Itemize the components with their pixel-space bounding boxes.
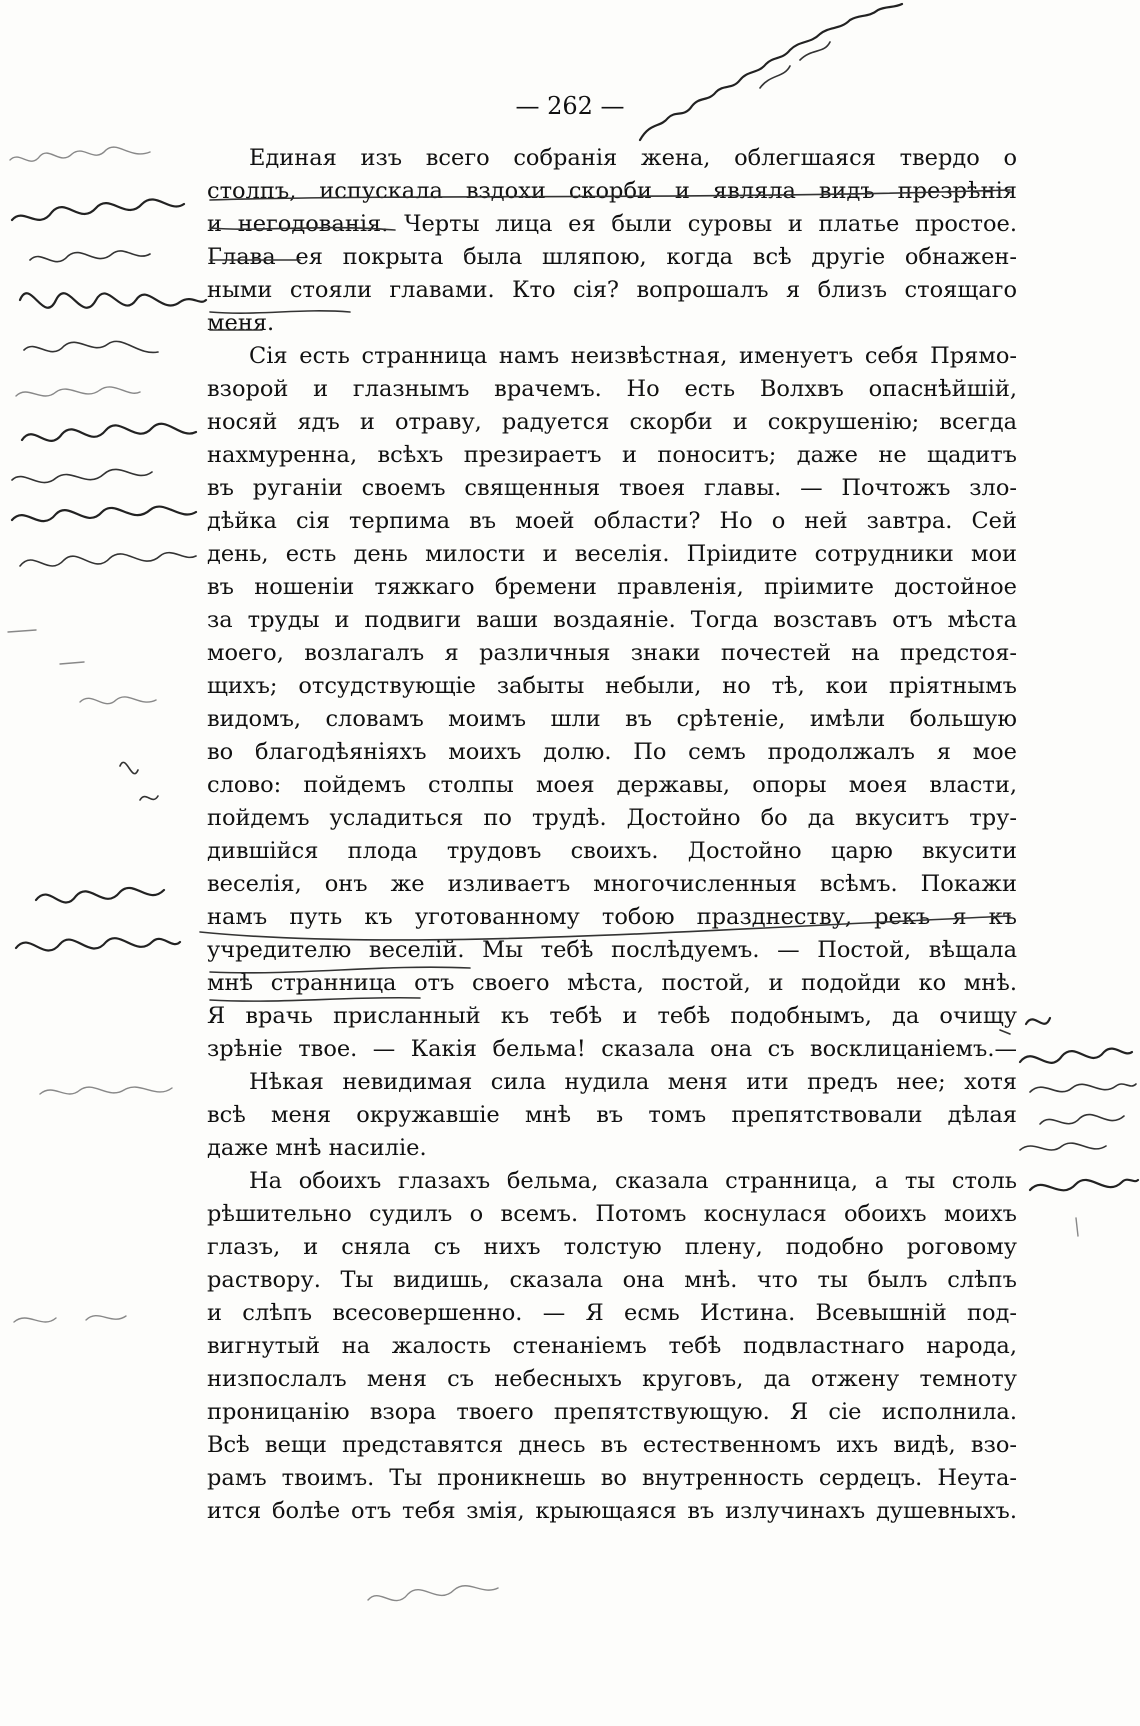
page-number: — 262 — [515, 92, 625, 120]
text-line: раствору. Ты видишь, сказала она мнѣ. что ты былъ слѣпъ [207, 1267, 1017, 1293]
text-line: ными стояли главами. Кто сія? вопрошалъ я близъ стоящаго [207, 277, 1017, 303]
text-line: низпослалъ меня съ небесныхъ круговъ, да отжену темноту [207, 1366, 1017, 1392]
text-line: Сія есть странница намъ неизвѣстная, именуетъ себя Прямо- [249, 343, 1017, 369]
text-line: во благодѣяніяхъ моихъ долю. По семъ продолжалъ я мое [207, 739, 1017, 765]
text-line: вигнутый на жалость стенаніемъ тебѣ подвластнаго народа, [207, 1333, 1017, 1359]
text-line: въ руганіи своемъ священныя твоея главы. — Почтожъ зло- [207, 475, 1017, 501]
text-line: проницанію взора твоего препятствующую. Я сіе исполнила. [207, 1399, 1017, 1425]
text-line: взорой и глазнымъ врачемъ. Но есть Волхвъ опаснѣйшій, [207, 376, 1017, 402]
text-line: нахмуренна, всѣхъ презираетъ и поноситъ; даже не щадитъ [207, 442, 1017, 468]
text-line: мнѣ странница отъ своего мѣста, постой, и подойди ко мнѣ. [207, 970, 1017, 996]
text-line: носяй ядъ и отраву, радуется скорби и сокрушенію; всегда [207, 409, 1017, 435]
text-line: дившійся плода трудовъ своихъ. Достойно царю вкусити [207, 838, 1017, 864]
text-line: моего, возлагалъ я различныя знаки почестей на предстоя- [207, 640, 1017, 666]
text-line: за труды и подвиги ваши воздаяніе. Тогда возставъ отъ мѣста [207, 607, 1017, 633]
body-text [207, 142, 1017, 1528]
text-line: слово: пойдемъ столпы моея державы, опоры моея власти, [207, 772, 1017, 798]
text-line: всѣ меня окружавшіе мнѣ въ томъ препятствовали дѣлая [207, 1102, 1017, 1128]
text-line: и слѣпъ всесовершенно. — Я есмь Истина. Всевышній под- [207, 1300, 1017, 1326]
text-line: рѣшительно судилъ о всемъ. Потомъ коснулася обоихъ моихъ [207, 1201, 1017, 1227]
text-line: въ ношеніи тяжкаго бремени правленія, пріимите достойное [207, 574, 1017, 600]
text-line: Всѣ вещи представятся днесь въ естественномъ ихъ видѣ, взо- [207, 1432, 1017, 1458]
text-line: пойдемъ усладиться по трудѣ. Достойно бо да вкуситъ тру- [207, 805, 1017, 831]
text-line: Глава ея покрыта была шляпою, когда всѣ другіе обнажен- [207, 244, 1017, 270]
text-line: и негодованія. Черты лица ея были суровы и платье простое. [207, 211, 1017, 237]
text-line: столпъ, испускала вздохи скорби и являла видъ презрѣнія [207, 178, 1017, 204]
text-line: учредителю веселій. Мы тебѣ послѣдуемъ. — Постой, вѣщала [207, 937, 1017, 963]
text-line: намъ путь къ уготованному тобою празднеству, рекъ я къ [207, 904, 1017, 930]
text-line: видомъ, словамъ моимъ шли въ срѣтеніе, имѣли большую [207, 706, 1017, 732]
text-line: Я врачь присланный къ тебѣ и тебѣ подобнымъ, да очищу [207, 1003, 1017, 1029]
text-line: рамъ твоимъ. Ты проникнешь во внутренность сердецъ. Неута- [207, 1465, 1017, 1491]
text-line: зрѣніе твое. — Какія бельма! сказала она съ восклицаніемъ.— [207, 1036, 1017, 1062]
text-line: Единая изъ всего собранія жена, облегшаяся твердо о [249, 145, 1017, 171]
text-line: щихъ; отсудствующіе забыты небыли, но тѣ, кои пріятнымъ [207, 673, 1017, 699]
text-line: глазъ, и сняла съ нихъ толстую плену, подобно роговому [207, 1234, 1017, 1260]
text-line: веселія, онъ же изливаетъ многочисленныя всѣмъ. Покажи [207, 871, 1017, 897]
text-line: день, есть день милости и веселія. Пріидите сотрудники мои [207, 541, 1017, 567]
text-line: меня. [207, 310, 275, 336]
text-line: На обоихъ глазахъ бельма, сказала странница, а ты столь [249, 1168, 1017, 1194]
text-line: ится болѣе отъ тебя змія, крыющаяся въ излучинахъ душевныхъ. [207, 1498, 1017, 1524]
text-line: даже мнѣ насиліе. [207, 1135, 427, 1161]
text-line: Нѣкая невидимая сила нудила меня ити предъ нее; хотя [249, 1069, 1017, 1095]
text-line: дѣйка сія терпима въ моей области? Но о ней завтра. Сей [207, 508, 1017, 534]
